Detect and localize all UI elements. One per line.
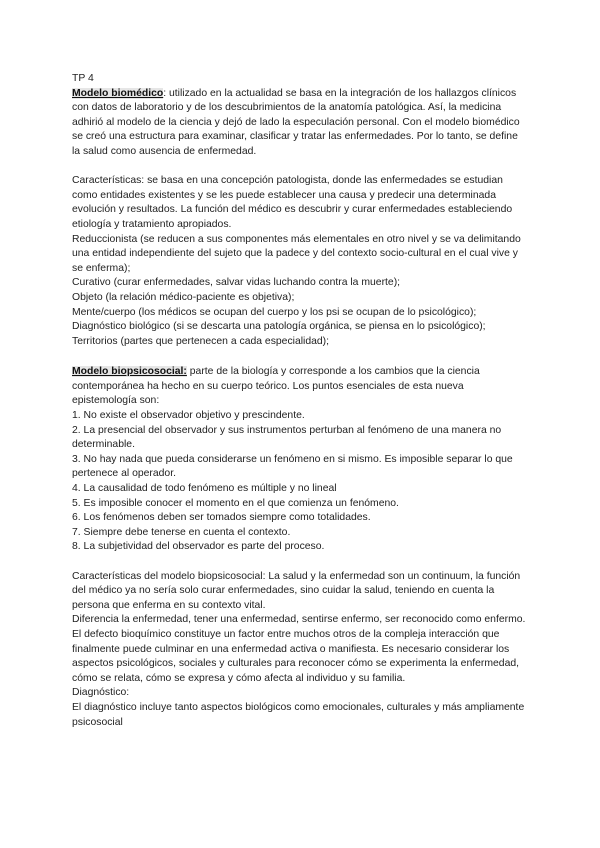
- biomedical-item-diagnostico: Diagnóstico biológico (si se descarta una patología orgánica, se piensa en lo psicológico);: [72, 321, 486, 333]
- biopsychosocial-term: Modelo biopsicosocial:: [72, 366, 187, 378]
- doc-title: TP 4: [72, 73, 94, 84]
- diagnosis-text: El diagnóstico incluye tanto aspectos biológicos como emocionales, culturales y más ampliamente psicosocial: [72, 701, 525, 728]
- biomedical-item-curativo: Curativo (curar enfermedades, salvar vidas luchando contra la muerte);: [72, 277, 401, 289]
- biomedical-intro-text: : utilizado en la actualidad se basa en la integración de los hallazgos clínicos con datos de laboratorio y de los descubrimientos de la anatomía patológica. Así, la medicina adhirió al modelo de la ciencia y dejó de lado la especulación personal. Con el modelo biomédico se creó una estructura para examinar, clasificar y tratar las enfermedades. Por lo tanto, se define la salud como ausencia de enfermedad.: [72, 87, 520, 157]
- spacer: [72, 349, 528, 365]
- list-item: 4. La causalidad de todo fenómeno es múltiple y no lineal: [72, 483, 337, 495]
- biomedical-item-objeto: Objeto (la relación médico-paciente es objetiva);: [72, 291, 295, 303]
- biomedical-item-reduccionista: Reduccionista (se reducen a sus componentes más elementales en otro nivel y se va delimitando una entidad independiente del sujeto que la padece y del contexto socio-cultural en el cual vive y se enferma);: [72, 233, 521, 274]
- list-item: 3. No hay nada que pueda considerarse un fenómeno en si mismo. Es imposible separar lo que pertenece al operador.: [72, 453, 513, 480]
- biopsychosocial-intro-text: parte de la biología y corresponde a los cambios que la ciencia contemporánea ha hecho en su cuerpo teórico. Los puntos esenciales de esta nueva epistemología son:: [72, 366, 480, 407]
- epistemology-points: [72, 409, 528, 555]
- spacer: [72, 160, 528, 175]
- biopsychosocial-characteristics: Características del modelo biopsicosocial: La salud y la enfermedad son un continuum, la función del médico ya no sería solo curar enfermedades, sino cuidar la salud, teniendo en cuenta la persona que enferma en su contexto vital.: [72, 570, 521, 611]
- list-item: 5. Es imposible conocer el momento en el que comienza un fenómeno.: [72, 497, 399, 509]
- list-item: 1. No existe el observador objetivo y prescindente.: [72, 410, 305, 422]
- list-item: 6. Los fenómenos deben ser tomados siempre como totalidades.: [72, 512, 371, 524]
- biomedical-characteristics: Características: se basa en una concepción patologista, donde las enfermedades se estudian como entidades existentes y se les puede establecer una causa y predecir una determinada evolución y resultados. La función del médico es descubrir y curar enfermedades estableciendo etiología y tratamiento apropiados.: [72, 175, 513, 230]
- list-item: 7. Siempre debe tenerse en cuenta el contexto.: [72, 526, 291, 538]
- biomedical-intro: [72, 87, 528, 160]
- diagnosis-label: Diagnóstico:: [72, 687, 130, 699]
- biomedical-item-mente-cuerpo: Mente/cuerpo (los médicos se ocupan del cuerpo y los psi se ocupan de lo psicológico);: [72, 306, 477, 318]
- biomedical-term: Modelo biomédico: [72, 87, 164, 99]
- biopsychosocial-defect: El defecto bioquímico constituye un factor entre muchos otros de la compleja interacción que finalmente puede culminar en una enfermedad activa o manifiesta. Es necesario considerar los aspectos psicológicos, sociales y culturales para reconocer cómo se experimenta la enfermedad, cómo se relata, cómo se expresa y cómo afecta al individuo y su familia.: [72, 628, 520, 684]
- list-item: 2. La presencial del observador y sus instrumentos perturban al fenómeno de una manera no determinable.: [72, 424, 502, 451]
- biopsychosocial-difference: Diferencia la enfermedad, tener una enfermedad, sentirse enfermo, ser reconocido como enfermo.: [72, 614, 526, 626]
- biopsychosocial-intro: [72, 365, 528, 409]
- list-item: 8. La subjetividad del observador es parte del proceso.: [72, 541, 325, 553]
- spacer: [72, 555, 528, 570]
- biomedical-item-territorios: Territorios (partes que pertenecen a cada especialidad);: [72, 335, 330, 347]
